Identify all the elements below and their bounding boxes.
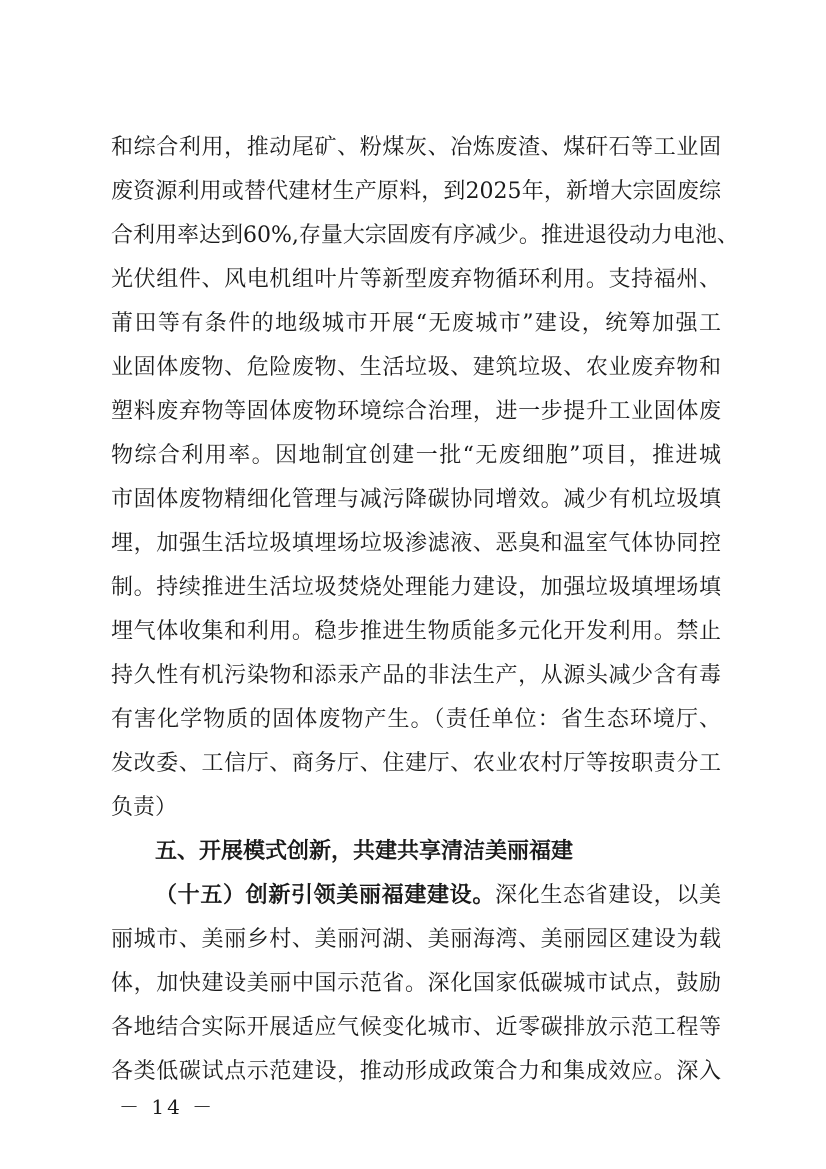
paragraph-line: 各类低碳试点示范建设，推动形成政策合力和集成效应。深入 xyxy=(111,1059,721,1084)
paragraph-line: 发改委、工信厅、商务厅、住建厅、农业农村厅等按职责分工 xyxy=(111,751,721,776)
paragraph-line: 各地结合实际开展适应气候变化城市、近零碳排放示范工程等 xyxy=(111,1015,721,1040)
section-heading: 五、开展模式创新，共建共享清洁美丽福建 xyxy=(155,839,574,864)
paragraph-line: 废资源利用或替代建材生产原料，到2025年，新增大宗固废综 xyxy=(111,179,721,204)
paragraph-line: 光伏组件、风电机组叶片等新型废弃物循环利用。支持福州、 xyxy=(111,267,721,292)
paragraph-line: 和综合利用，推动尾矿、粉煤灰、冶炼废渣、煤矸石等工业固 xyxy=(111,135,721,160)
paragraph-line: 体，加快建设美丽中国示范省。深化国家低碳城市试点，鼓励 xyxy=(111,971,721,996)
paragraph-line: 合利用率达到60%,存量大宗固废有序减少。推进退役动力电池、 xyxy=(111,223,739,248)
paragraph-text: 深化生态省建设，以美 xyxy=(494,883,721,908)
paragraph-line: 市固体废物精细化管理与减污降碳协同增效。减少有机垃圾填 xyxy=(111,487,721,512)
paragraph-line: 莆田等有条件的地级城市开展“无废城市”建设，统筹加强工 xyxy=(111,311,721,336)
paragraph-line: 持久性有机污染物和添汞产品的非法生产，从源头减少含有毒 xyxy=(111,663,721,688)
paragraph-line: 业固体废物、危险废物、生活垃圾、建筑垃圾、农业废弃物和 xyxy=(111,355,721,380)
paragraph-line: 丽城市、美丽乡村、美丽河湖、美丽海湾、美丽园区建设为载 xyxy=(111,927,721,952)
paragraph-line: 塑料废弃物等固体废物环境综合治理，进一步提升工业固体废 xyxy=(111,399,721,424)
page-number: － 14 － xyxy=(119,1095,216,1119)
subsection-title: （十五）创新引领美丽福建建设。 xyxy=(155,883,495,908)
paragraph-line: 物综合利用率。因地制宜创建一批“无废细胞”项目，推进城 xyxy=(111,443,721,468)
paragraph-first-line xyxy=(155,876,721,916)
paragraph-line: 负责） xyxy=(111,795,178,820)
paragraph-line: 埋，加强生活垃圾填埋场垃圾渗滤液、恶臭和温室气体协同控 xyxy=(111,531,721,556)
paragraph-line: 有害化学物质的固体废物产生。（责任单位：省生态环境厅、 xyxy=(111,707,721,732)
paragraph-line: 埋气体收集和利用。稳步推进生物质能多元化开发利用。禁止 xyxy=(111,619,721,644)
paragraph-line: 制。持续推进生活垃圾焚烧处理能力建设，加强垃圾填埋场填 xyxy=(111,575,721,600)
